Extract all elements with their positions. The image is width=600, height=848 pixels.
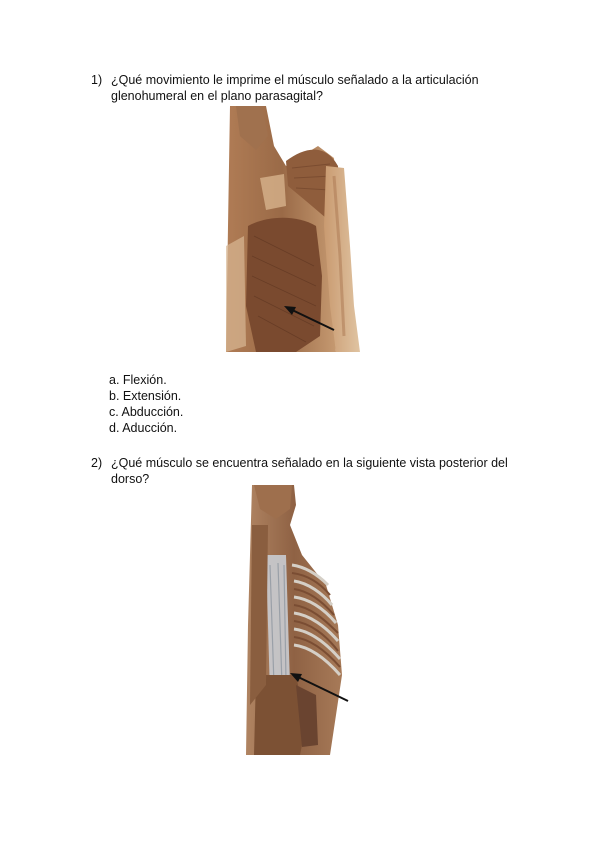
answer-options [109,372,183,436]
option-c[interactable]: c. Abducción. [109,405,184,419]
question-text [111,72,479,104]
question-number: 1) [91,73,103,87]
option-a[interactable]: a. Flexión. [109,373,167,387]
question-number: 2) [91,456,103,470]
question-2 [91,455,511,489]
question-line-2: glenohumeral en el plano parasagital? [111,89,323,103]
question-text [111,455,508,487]
question-1 [91,72,511,106]
anatomy-photo-posterior-view [246,485,350,755]
anatomy-photo-lateral-view [226,106,360,352]
question-line-1: ¿Qué músculo se encuentra señalado en la siguiente vista posterior del [111,456,508,470]
dissection-illustration [246,485,350,755]
option-b[interactable]: b. Extensión. [109,389,182,403]
option-d[interactable]: d. Aducción. [109,421,178,435]
dissection-illustration [226,106,360,352]
question-line-2: dorso? [111,472,150,486]
question-line-1: ¿Qué movimiento le imprime el músculo señalado a la articulación [111,73,479,87]
